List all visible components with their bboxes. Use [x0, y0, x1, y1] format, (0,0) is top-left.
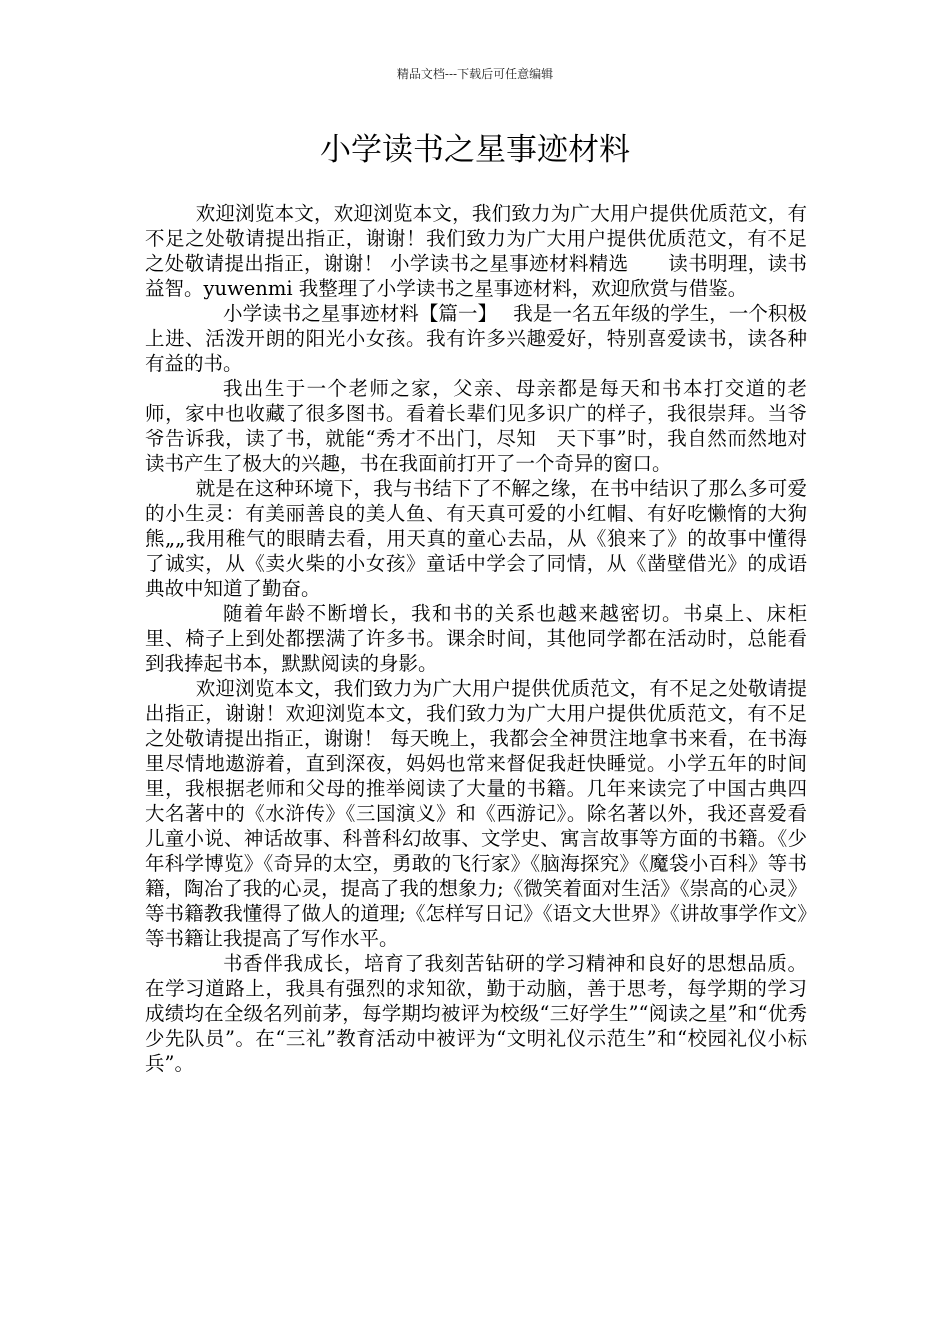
paragraph-intro: 欢迎浏览本文，欢迎浏览本文，我们致力为广大用户提供优质范文，有不足之处敬请提出指正，谢谢！我们致力为广大用户提供优质范文，有不足之处敬请提出指正，谢谢！ 小学读书之星事迹材料精选 读书明理，读书益智。yuwenmi 我整理了小学读书之星事迹材料，欢迎欣赏与借鉴。 — [145, 202, 807, 300]
paragraph-achievements: 书香伴我成长，培育了我刻苦钻研的学习精神和良好的思想品质。在学习道路上，我具有强烈的求知欲，勤于动脑，善于思考，每学期的学习成绩均在全级名列前茅，每学期均被评为校级“三好学生”“阅读之星”和“优秀少先队员”。在“三礼”教育活动中被评为“文明礼仪示范生”和“校园礼仪小标兵”。 — [145, 952, 807, 1075]
paragraph-environment: 就是在这种环境下，我与书结下了不解之缘，在书中结识了那么多可爱的小生灵：有美丽善良的美人鱼、有天真可爱的小红帽、有好吃懒惰的大狗熊„„我用稚气的眼睛去看，用天真的童心去品，从《狼来了》的故事中懂得了诚实，从《卖火柴的小女孩》童话中学会了同情，从《凿壁借光》的成语典故中知道了勤奋。 — [145, 477, 807, 600]
paragraph-growth: 随着年龄不断增长，我和书的关系也越来越密切。书桌上、床柜里、椅子上到处都摆满了许多书。课余时间，其他同学都在活动时，总能看到我捧起书本，默默阅读的身影。 — [145, 602, 807, 675]
document-title: 小学读书之星事迹材料 — [320, 132, 630, 168]
paragraph-reading-habits: 欢迎浏览本文，我们致力为广大用户提供优质范文，有不足之处敬请提出指正，谢谢！欢迎浏览本文，我们致力为广大用户提供优质范文，有不足之处敬请提出指正，谢谢！ 每天晚上，我都会全神贯注地拿书来看，在书海里尽情地遨游着，直到深夜，妈妈也常来督促我赶快睡觉。小学五年的时间里，我根据老师和父母的推举阅读了大量的书籍。几年来读完了中国古典四大名著中的《水浒传》《三国演义》和《西游记》。除名著以外，我还喜爱看儿童小说、神话故事、科普科幻故事、文学史、寓言故事等方面的书籍。《少年科学博览》《奇异的太空，勇敢的飞行家》《脑海探究》《魔袋小百科》等书籍，陶冶了我的心灵，提高了我的想象力;《微笑着面对生活》《崇高的心灵》等书籍教我懂得了做人的道理;《怎样写日记》《语文大世界》《讲故事学作文》等书籍让我提高了写作水平。 — [145, 677, 807, 950]
paragraph-family: 我出生于一个老师之家，父亲、母亲都是每天和书本打交道的老师，家中也收藏了很多图书。看着长辈们见多识广的样子，我很崇拜。当爷爷告诉我，读了书，就能“秀才不出门，尽知 天下事”时，我自然而然地对读书产生了极大的兴趣，书在我面前打开了一个奇异的窗口。 — [145, 377, 807, 475]
document-body — [145, 201, 807, 1076]
paragraph-section-one: 小学读书之星事迹材料【篇一】 我是一名五年级的学生，一个积极上进、活泼开朗的阳光小女孩。我有许多兴趣爱好，特别喜爱读书，读各种有益的书。 — [145, 302, 807, 375]
header-note: 精品文档---下载后可任意编辑 — [396, 67, 554, 81]
